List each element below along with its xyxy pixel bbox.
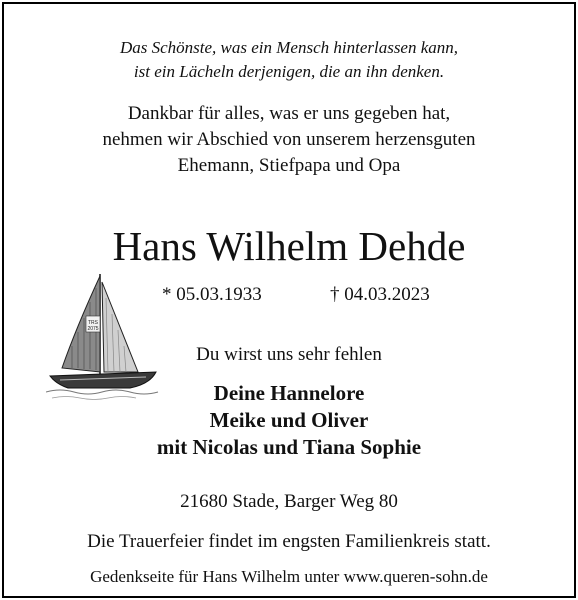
family-line-1: Deine Hannelore (213, 381, 365, 405)
service-note: Die Trauerfeier findet im engsten Familienkreis statt. (87, 531, 491, 552)
address: 21680 Stade, Barger Weg 80 (180, 491, 398, 512)
family-line-3: mit Nicolas und Tiana Sophie (156, 435, 422, 459)
quote-line-1: Das Schönste, was ein Mensch hinterlassen kann, (119, 38, 459, 57)
death-date: † 04.03.2023 (330, 284, 430, 305)
intro-line-2: nehmen wir Abschied von unserem herzensguten (102, 129, 476, 150)
memorial-page-link: Gedenkseite für Hans Wilhelm unter www.queren-sohn.de (90, 567, 488, 586)
miss-you-line: Du wirst uns sehr fehlen (196, 344, 382, 365)
family-line-2: Meike und Oliver (209, 408, 369, 432)
quote-line-2: ist ein Lächeln derjenigen, die an ihn denken. (133, 62, 445, 81)
deceased-name: Hans Wilhelm Dehde (112, 223, 466, 269)
birth-date: * 05.03.1933 (162, 284, 262, 305)
sail-mark-line-2: 2075 (87, 326, 99, 332)
intro-line-3: Ehemann, Stiefpapa und Opa (177, 155, 401, 176)
sail-mark-line-1: TRS (88, 320, 98, 326)
intro-line-1: Dankbar für alles, was er uns gegeben hat, (127, 103, 451, 124)
obituary-notice (2, 2, 576, 598)
